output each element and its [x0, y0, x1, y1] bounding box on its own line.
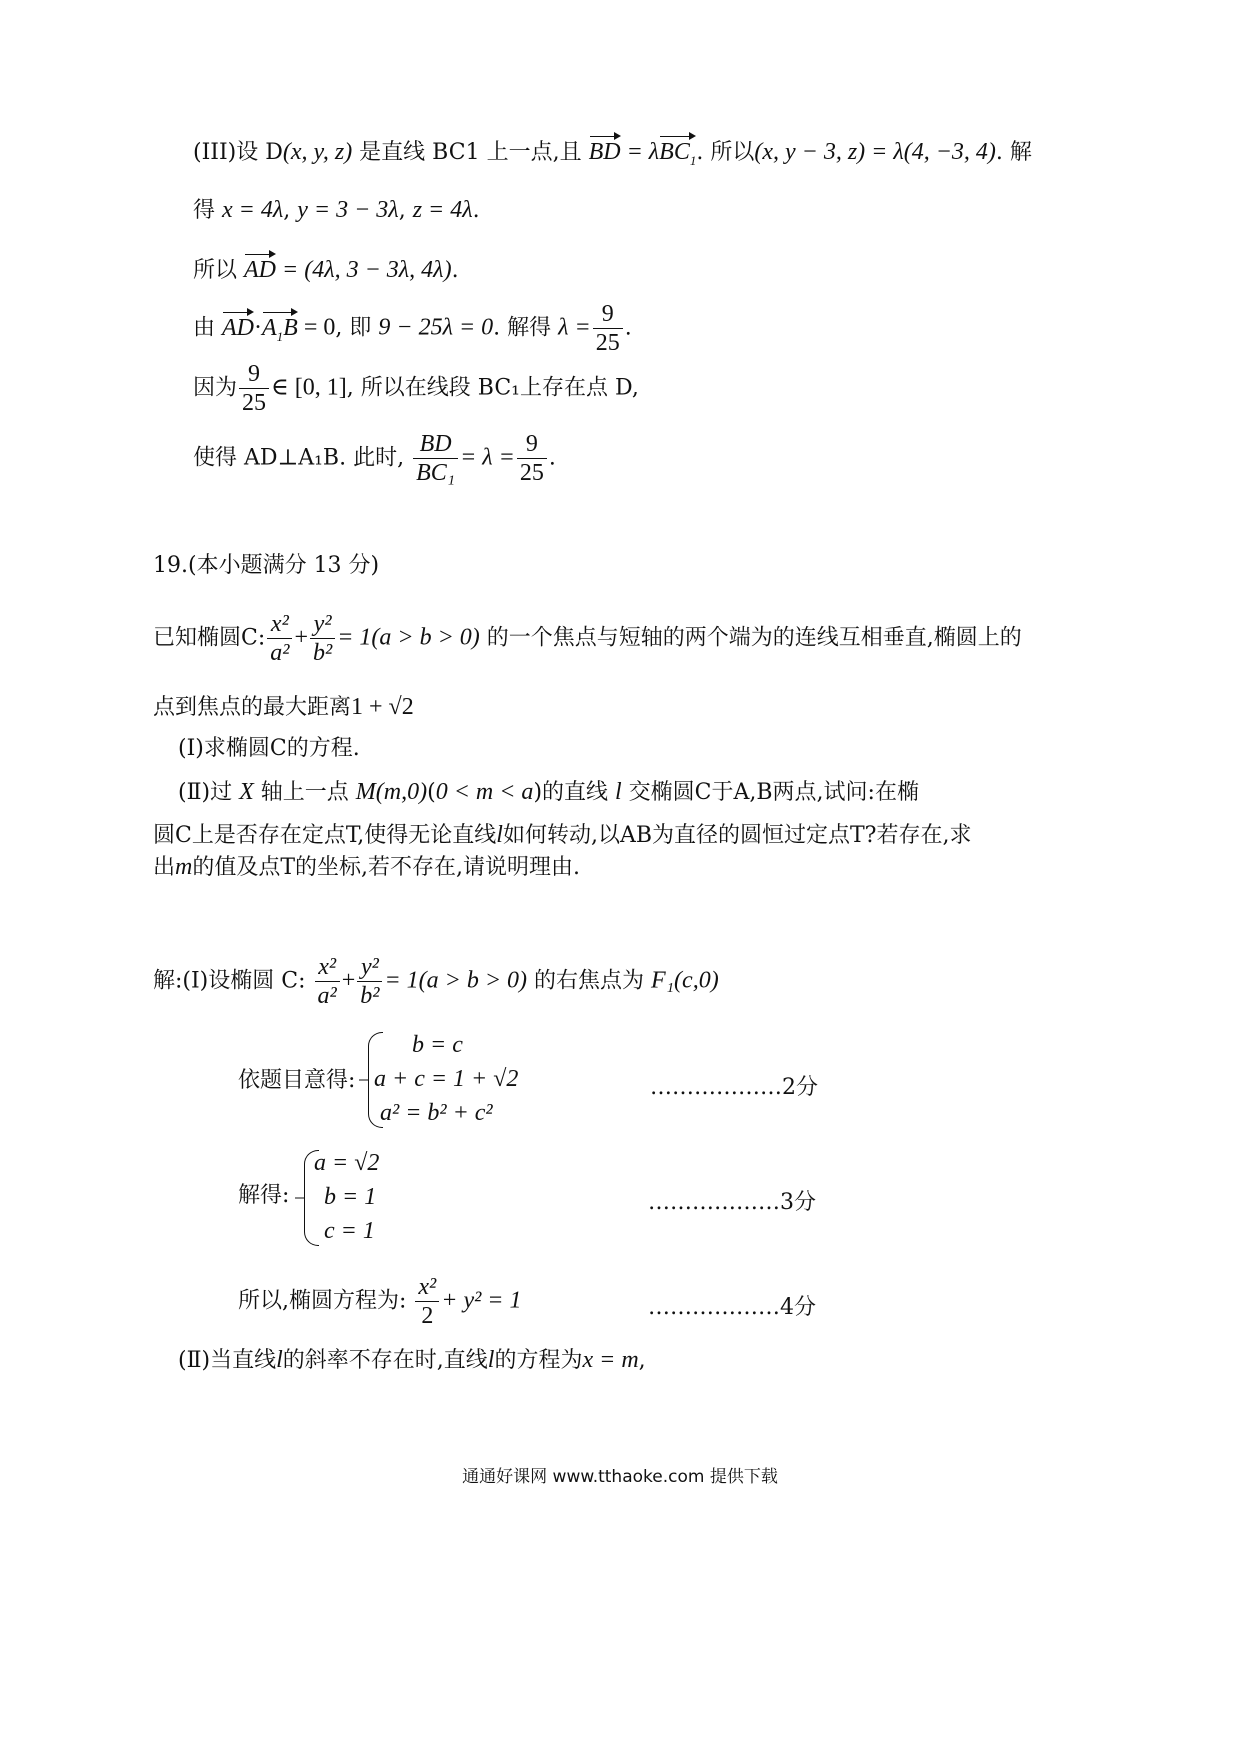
text: ,	[638, 1348, 646, 1373]
numerator: 9	[517, 432, 547, 459]
math: 0 < m < a	[435, 779, 534, 805]
denominator: 2	[421, 1303, 434, 1329]
fraction	[357, 955, 382, 1008]
text: 由	[193, 315, 222, 341]
math: F₁(c,0)	[651, 967, 719, 994]
text: .	[624, 315, 632, 341]
vector-ad: AD	[222, 314, 254, 341]
text: ,	[398, 198, 413, 223]
denominator: 25	[519, 460, 544, 486]
vector-bd: BD	[588, 139, 621, 165]
text: 交椭圆C于A,B两点,试问:在椭	[621, 780, 919, 805]
system2-label: 解得:	[238, 1183, 290, 1208]
text: 所以	[193, 258, 244, 283]
math: λ =	[558, 314, 591, 341]
text: (III)设 D	[193, 140, 283, 165]
text: (Ⅱ)当直线	[178, 1348, 277, 1373]
math: l	[496, 822, 503, 848]
part3-line-2	[193, 198, 480, 222]
text: 点到焦点的最大距离	[153, 695, 352, 720]
math: X	[239, 779, 254, 805]
fraction	[593, 302, 623, 355]
text: )的直线	[533, 780, 616, 805]
math: = λ =	[460, 444, 515, 471]
solution-part2-line	[178, 1348, 646, 1372]
plus: +	[341, 967, 356, 994]
system2-row-3: c = 1	[324, 1218, 375, 1244]
fraction	[310, 612, 335, 665]
system2	[304, 1148, 424, 1248]
subscript: 1	[689, 152, 697, 168]
math: (x, y − 3, z) = λ(4, −3, 4)	[754, 139, 996, 165]
q19-part1: (Ⅰ)求椭圆C的方程.	[178, 736, 360, 761]
numerator: x²	[267, 612, 292, 639]
system1	[368, 1030, 588, 1130]
text: 圆C上是否存在定点T,使得无论直线	[153, 823, 497, 848]
page-footer: 通通好课网 www.tthaoke.com 提供下载	[462, 1467, 778, 1487]
part3-line-6	[193, 432, 556, 485]
math: x = m	[582, 1347, 639, 1373]
numerator: x²	[315, 955, 340, 982]
math: z = 4λ	[412, 197, 473, 223]
q19-part2-line-1	[178, 780, 919, 804]
denominator: a²	[270, 640, 290, 666]
system1-row-2: a + c = 1 + √2	[374, 1066, 519, 1092]
system2-row-2: b = 1	[324, 1184, 377, 1210]
system2-row-1: a = √2	[314, 1150, 380, 1176]
math: l	[487, 1347, 495, 1373]
math: = 1(a > b > 0)	[384, 967, 528, 994]
q19-heading: 19.(本小题满分 13 分)	[153, 553, 380, 578]
dot: ·	[254, 314, 262, 341]
q19-part2-line-2	[153, 823, 971, 847]
q19-para-1	[153, 612, 1022, 665]
math: (x, y, z)	[282, 139, 353, 165]
numerator: BD	[413, 432, 458, 459]
part3-line-1	[193, 139, 1032, 168]
denominator: 25	[595, 330, 620, 356]
text: 是直线 BC1 上一点,且	[352, 140, 589, 165]
score-4: ………………4分	[648, 1295, 816, 1320]
math: 9 − 25λ = 0	[378, 314, 494, 341]
fraction	[413, 432, 458, 485]
text: ,	[283, 198, 298, 223]
math: = 0	[297, 314, 336, 341]
vector-a1b	[262, 314, 298, 344]
denominator: a²	[317, 983, 337, 1009]
math: = (4λ, 3 − 3λ, 4λ)	[276, 257, 452, 283]
text: 的一个焦点与短轴的两个端为的连线互相垂直,椭圆上的	[479, 625, 1022, 651]
text: . 解	[995, 140, 1032, 165]
numerator: y²	[357, 955, 382, 982]
numerator: x²	[415, 1275, 439, 1302]
math: x = 4λ	[222, 197, 284, 223]
text: (	[427, 780, 436, 805]
text: (Ⅱ)过	[178, 780, 240, 805]
text: 出	[153, 855, 176, 880]
q19-para-2	[153, 695, 414, 719]
fraction	[315, 955, 340, 1008]
text: 的斜率不存在时,直线	[282, 1348, 488, 1373]
vec-text: BC	[659, 139, 690, 165]
denominator: b²	[360, 983, 380, 1009]
text: 因为	[193, 375, 238, 401]
math: l	[615, 779, 622, 805]
text: 使得 AD⊥A₁B. 此时,	[193, 445, 412, 471]
text: 已知椭圆C:	[153, 625, 266, 651]
score-3: ………………3分	[648, 1190, 816, 1215]
part3-line-5	[193, 362, 639, 415]
text: . 所以	[696, 140, 755, 165]
math: = 1(a > b > 0)	[337, 624, 480, 651]
math: ∈ [0, 1]	[271, 374, 347, 401]
math: l	[276, 1347, 283, 1373]
text: 的方程为	[494, 1348, 583, 1373]
solution-line-1	[153, 955, 719, 1008]
system1-row-1: b = c	[412, 1032, 463, 1058]
fraction	[415, 1275, 439, 1328]
math: = λ	[620, 139, 660, 165]
text: .	[472, 198, 480, 223]
denominator: 25	[242, 390, 267, 416]
text: , 即	[335, 315, 379, 341]
numerator: 9	[239, 362, 269, 389]
vector-ad: AD	[244, 257, 276, 283]
math: y = 3 − 3λ	[297, 197, 399, 223]
numerator: y²	[310, 612, 335, 639]
fraction	[267, 612, 292, 665]
math: M(m,0)	[355, 779, 428, 805]
fraction	[239, 362, 269, 415]
numerator: 9	[593, 302, 623, 329]
math: 1 + √2	[351, 694, 414, 720]
part3-line-4	[193, 302, 632, 355]
text: 所以,椭圆方程为:	[238, 1288, 414, 1314]
math: + y² = 1	[441, 1287, 522, 1314]
ellipse-equation-line	[238, 1275, 522, 1328]
part3-line-3	[193, 258, 459, 282]
vector-bc1	[659, 139, 697, 168]
math: m	[175, 854, 193, 880]
vec-text: B	[283, 314, 298, 341]
score-2: ………………2分	[650, 1075, 818, 1100]
text: 得	[193, 198, 222, 223]
text: . 解得	[493, 315, 559, 341]
text: 解:(Ⅰ)设椭圆 C:	[153, 968, 313, 994]
text: .	[548, 445, 556, 471]
text: 如何转动,以AB为直径的圆恒过定点T?若存在,求	[502, 823, 972, 848]
subscript: 1	[276, 328, 284, 344]
system1-row-3: a² = b² + c²	[380, 1100, 493, 1126]
text: 轴上一点	[253, 780, 356, 805]
denominator: BC₁	[416, 460, 456, 486]
plus: +	[294, 624, 308, 651]
vec-text: A	[262, 314, 277, 341]
fraction	[517, 432, 547, 485]
text: .	[451, 258, 459, 283]
text: 的值及点T的坐标,若不存在,请说明理由.	[192, 855, 581, 880]
text: , 所以在线段 BC₁上存在点 D,	[346, 375, 639, 401]
denominator: b²	[313, 640, 333, 666]
q19-part2-line-3	[153, 855, 580, 879]
text: 的右焦点为	[527, 968, 652, 994]
system1-label: 依题目意得:	[238, 1068, 356, 1093]
